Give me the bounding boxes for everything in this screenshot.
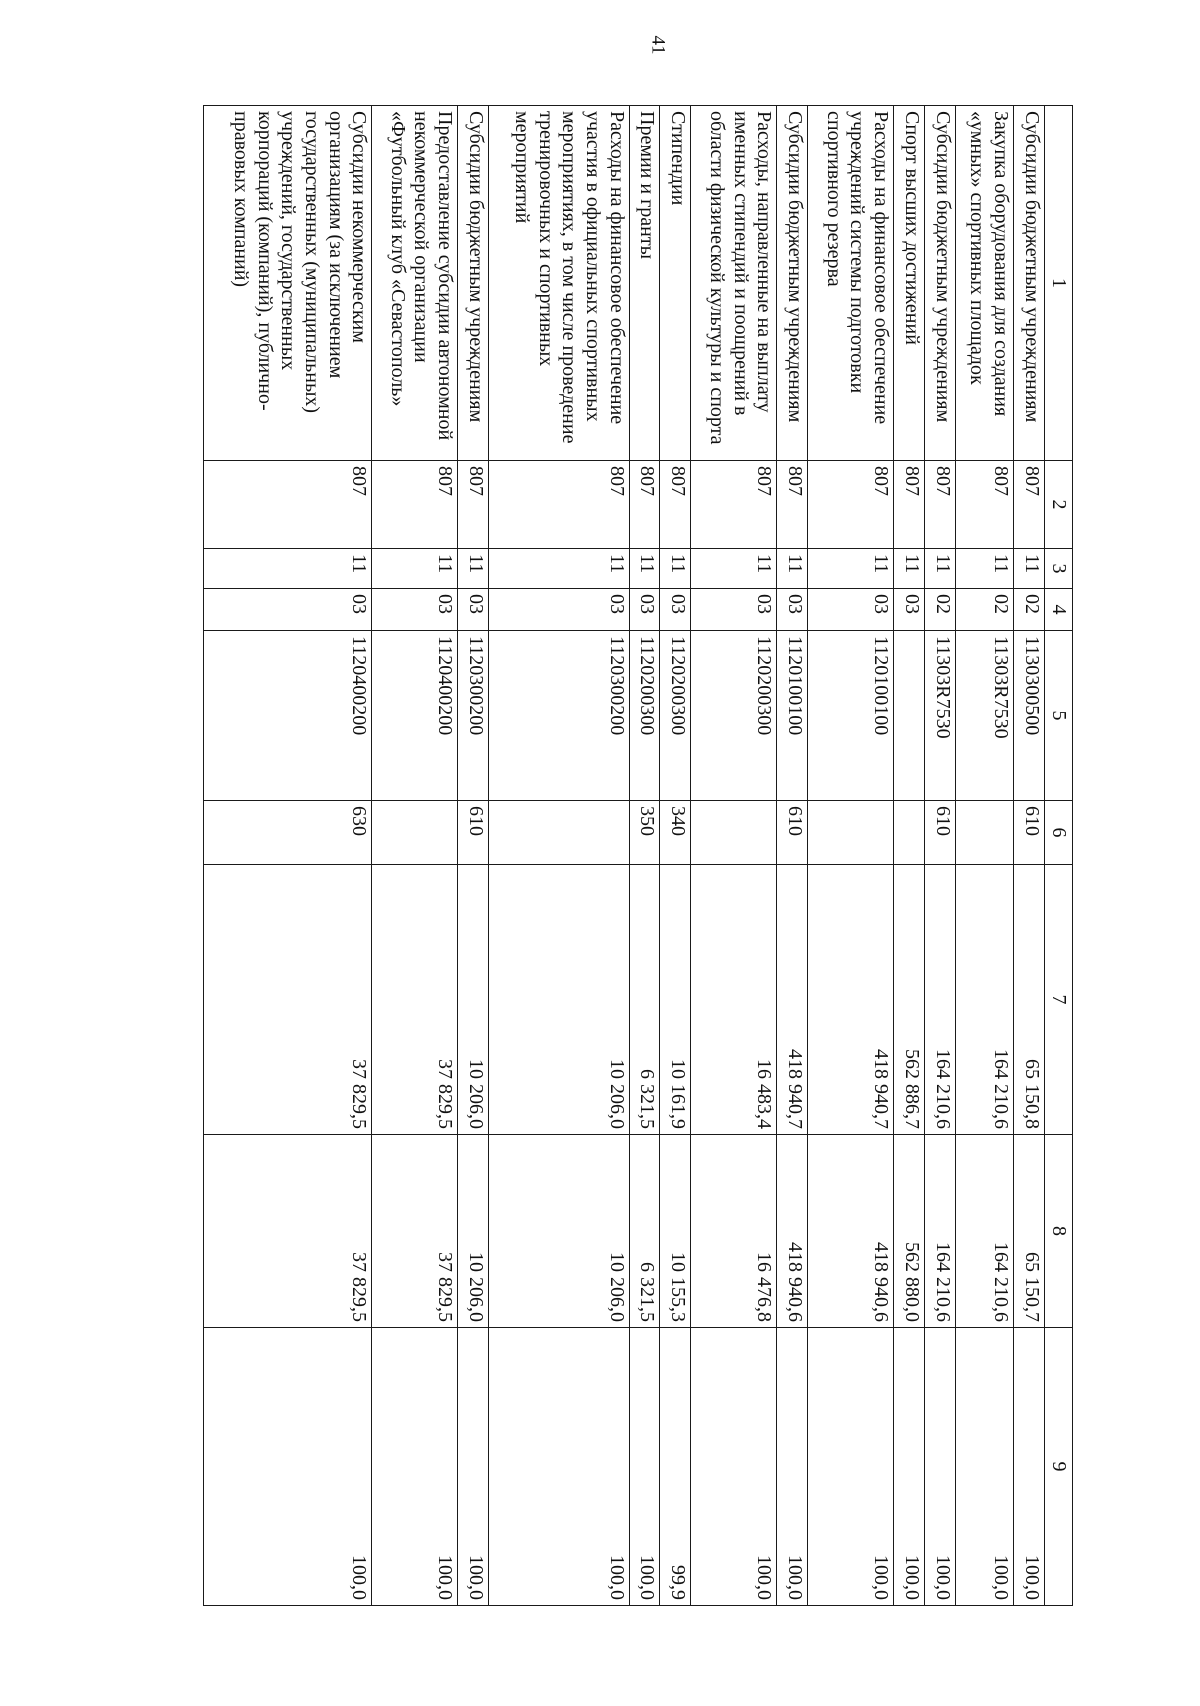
row-c8: 6 321,5 — [629, 1135, 660, 1328]
row-c4: 03 — [660, 589, 691, 631]
row-name: Субсидии бюджетным учреждениям — [924, 106, 955, 461]
row-c7: 418 940,7 — [808, 865, 894, 1135]
row-c4: 03 — [691, 589, 777, 631]
row-c9: 100,0 — [808, 1328, 894, 1606]
row-c7: 164 210,6 — [924, 865, 955, 1135]
row-c8: 164 210,6 — [955, 1135, 1013, 1328]
row-c9: 100,0 — [488, 1328, 629, 1606]
row-c4: 02 — [1014, 589, 1045, 631]
row-c5: 1120200300 — [629, 631, 660, 801]
row-c8: 10 155,3 — [660, 1135, 691, 1328]
table-row — [893, 106, 924, 1606]
row-c3: 11 — [204, 549, 372, 589]
row-c4: 03 — [808, 589, 894, 631]
table-header-row — [1045, 106, 1073, 1606]
row-c5: 1120300200 — [488, 631, 629, 801]
header-col-7: 7 — [1045, 865, 1073, 1135]
row-c4: 03 — [204, 589, 372, 631]
row-name: Расходы на финансовое обеспечение участия в официальных спортивных мероприятиях, в том числе проведение тренировочных и спортивных мероприятий — [488, 106, 629, 461]
table-row — [660, 106, 691, 1606]
row-c7: 10 161,9 — [660, 865, 691, 1135]
row-c3: 11 — [1014, 549, 1045, 589]
header-col-6: 6 — [1045, 801, 1073, 865]
row-c5: 11303R7530 — [924, 631, 955, 801]
row-c3: 11 — [955, 549, 1013, 589]
row-c9: 100,0 — [204, 1328, 372, 1606]
row-c9: 99,9 — [660, 1328, 691, 1606]
row-c6: 610 — [457, 801, 488, 865]
row-c8: 562 880,0 — [893, 1135, 924, 1328]
row-c5: 1120100100 — [777, 631, 808, 801]
row-c9: 100,0 — [457, 1328, 488, 1606]
table-row — [777, 106, 808, 1606]
row-c5: 1120200300 — [691, 631, 777, 801]
row-c5: 1120100100 — [808, 631, 894, 801]
row-c9: 100,0 — [691, 1328, 777, 1606]
row-c6: 350 — [629, 801, 660, 865]
row-c6 — [808, 801, 894, 865]
row-c5: 1120400200 — [204, 631, 372, 801]
row-c5: 1120300200 — [457, 631, 488, 801]
row-c9: 100,0 — [372, 1328, 458, 1606]
row-c7: 65 150,8 — [1014, 865, 1045, 1135]
row-c3: 11 — [808, 549, 894, 589]
row-c7: 16 483,4 — [691, 865, 777, 1135]
budget-table — [203, 105, 1073, 1606]
row-c3: 11 — [924, 549, 955, 589]
row-c4: 02 — [955, 589, 1013, 631]
row-c2: 807 — [955, 461, 1013, 549]
row-c2: 807 — [457, 461, 488, 549]
row-c8: 418 940,6 — [808, 1135, 894, 1328]
row-c8: 164 210,6 — [924, 1135, 955, 1328]
row-c2: 807 — [808, 461, 894, 549]
row-name: Предоставление субсидии автономной некоммерческой организации «Футбольный клуб «Севастополь» — [372, 106, 458, 461]
row-c4: 03 — [629, 589, 660, 631]
row-c9: 100,0 — [924, 1328, 955, 1606]
row-c5 — [893, 631, 924, 801]
row-c8: 16 476,8 — [691, 1135, 777, 1328]
row-name: Расходы, направленные на выплату именных стипендий и поощрений в области физической культуры и спорта — [691, 106, 777, 461]
row-c2: 807 — [691, 461, 777, 549]
rotated-table-container — [203, 105, 1073, 1605]
row-c5: 11303R7530 — [955, 631, 1013, 801]
row-c2: 807 — [1014, 461, 1045, 549]
row-c9: 100,0 — [629, 1328, 660, 1606]
row-c4: 03 — [893, 589, 924, 631]
row-c3: 11 — [629, 549, 660, 589]
row-name: Субсидии бюджетным учреждениям — [457, 106, 488, 461]
row-name: Спорт высших достижений — [893, 106, 924, 461]
row-c6: 610 — [1014, 801, 1045, 865]
row-name: Субсидии некоммерческим организациям (за исключением государственных (муниципальных) учреждений, государственных корпораций (компаний), публично-правовых компаний) — [204, 106, 372, 461]
table-row — [457, 106, 488, 1606]
table-row — [1014, 106, 1045, 1606]
row-c4: 02 — [924, 589, 955, 631]
row-c4: 03 — [488, 589, 629, 631]
row-c2: 807 — [629, 461, 660, 549]
page-number: 41 — [647, 35, 669, 55]
row-c9: 100,0 — [955, 1328, 1013, 1606]
header-col-9: 9 — [1045, 1328, 1073, 1606]
row-c2: 807 — [660, 461, 691, 549]
header-col-8: 8 — [1045, 1135, 1073, 1328]
row-c5: 1120400200 — [372, 631, 458, 801]
row-name: Субсидии бюджетным учреждениям — [1014, 106, 1045, 461]
row-c3: 11 — [660, 549, 691, 589]
row-c6: 630 — [204, 801, 372, 865]
row-name: Закупка оборудования для создания «умных» спортивных площадок — [955, 106, 1013, 461]
row-c2: 807 — [488, 461, 629, 549]
table-row — [691, 106, 777, 1606]
row-c6 — [893, 801, 924, 865]
row-c3: 11 — [893, 549, 924, 589]
row-c4: 03 — [372, 589, 458, 631]
row-c7: 164 210,6 — [955, 865, 1013, 1135]
table-row — [629, 106, 660, 1606]
row-c9: 100,0 — [893, 1328, 924, 1606]
row-c3: 11 — [777, 549, 808, 589]
row-c9: 100,0 — [777, 1328, 808, 1606]
table-row — [204, 106, 372, 1606]
row-c3: 11 — [691, 549, 777, 589]
row-c7: 418 940,7 — [777, 865, 808, 1135]
row-name: Премии и гранты — [629, 106, 660, 461]
header-col-5: 5 — [1045, 631, 1073, 801]
row-name: Расходы на финансовое обеспечение учреждений системы подготовки спортивного резерва — [808, 106, 894, 461]
row-c8: 10 206,0 — [457, 1135, 488, 1328]
row-c6: 340 — [660, 801, 691, 865]
row-c8: 10 206,0 — [488, 1135, 629, 1328]
row-c3: 11 — [457, 549, 488, 589]
table-row — [955, 106, 1013, 1606]
row-c6 — [372, 801, 458, 865]
table-row — [372, 106, 458, 1606]
row-c2: 807 — [372, 461, 458, 549]
row-name: Субсидии бюджетным учреждениям — [777, 106, 808, 461]
row-c8: 37 829,5 — [372, 1135, 458, 1328]
row-c8: 418 940,6 — [777, 1135, 808, 1328]
table-row — [808, 106, 894, 1606]
table-row — [488, 106, 629, 1606]
row-c8: 65 150,7 — [1014, 1135, 1045, 1328]
row-c2: 807 — [893, 461, 924, 549]
row-c2: 807 — [924, 461, 955, 549]
row-c3: 11 — [372, 549, 458, 589]
row-c7: 562 886,7 — [893, 865, 924, 1135]
row-c6 — [488, 801, 629, 865]
row-c4: 03 — [457, 589, 488, 631]
row-c2: 807 — [204, 461, 372, 549]
row-c6: 610 — [777, 801, 808, 865]
row-c5: 1130300500 — [1014, 631, 1045, 801]
row-c7: 6 321,5 — [629, 865, 660, 1135]
row-c6 — [691, 801, 777, 865]
header-col-1: 1 — [1045, 106, 1073, 461]
row-c2: 807 — [777, 461, 808, 549]
header-col-2: 2 — [1045, 461, 1073, 549]
row-c7: 10 206,0 — [488, 865, 629, 1135]
header-col-3: 3 — [1045, 549, 1073, 589]
row-c7: 37 829,5 — [204, 865, 372, 1135]
row-c4: 03 — [777, 589, 808, 631]
row-c3: 11 — [488, 549, 629, 589]
row-c7: 37 829,5 — [372, 865, 458, 1135]
row-c6 — [955, 801, 1013, 865]
table-row — [924, 106, 955, 1606]
header-col-4: 4 — [1045, 589, 1073, 631]
row-c7: 10 206,0 — [457, 865, 488, 1135]
row-c8: 37 829,5 — [204, 1135, 372, 1328]
row-c9: 100,0 — [1014, 1328, 1045, 1606]
row-c5: 1120200300 — [660, 631, 691, 801]
row-name: Стипендии — [660, 106, 691, 461]
row-c6: 610 — [924, 801, 955, 865]
